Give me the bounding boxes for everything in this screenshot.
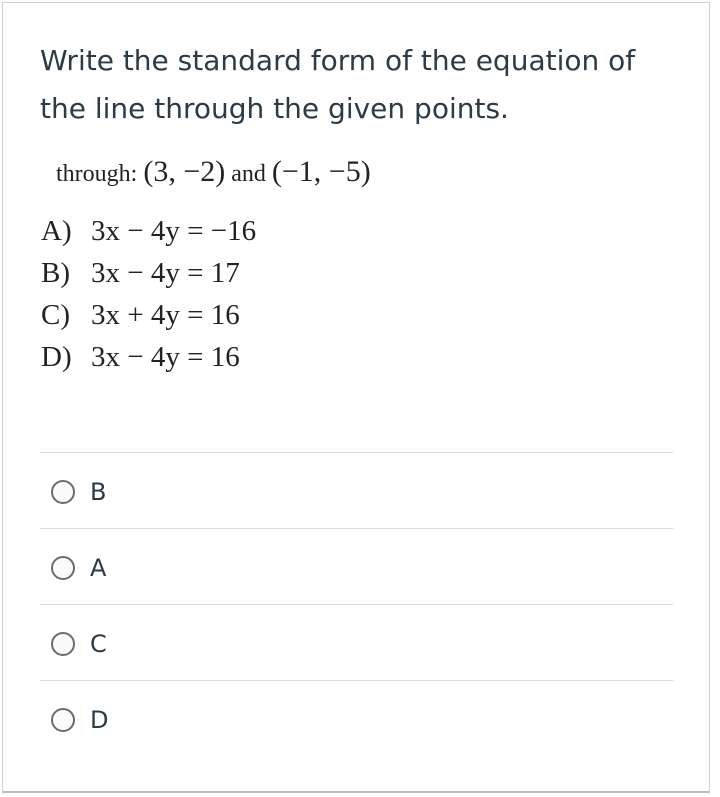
- option-equation: 3x − 4y = 16: [91, 341, 240, 373]
- answer-row-b[interactable]: [40, 452, 673, 528]
- option-letter: B): [41, 257, 70, 289]
- through-label: through:: [56, 161, 138, 187]
- question-text: Write the standard form of the equation of the line through the given points.: [40, 44, 636, 125]
- radio-button[interactable]: [51, 480, 75, 504]
- answer-row-d[interactable]: [40, 680, 673, 756]
- answer-row-c[interactable]: [40, 604, 673, 680]
- answer-label[interactable]: D: [90, 705, 109, 734]
- answer-label[interactable]: B: [90, 477, 107, 506]
- answer-row-a[interactable]: [40, 528, 673, 604]
- option-equation: 3x − 4y = 17: [91, 257, 240, 289]
- option-c: [41, 294, 256, 336]
- radio-button[interactable]: [51, 556, 75, 580]
- question-card: [2, 2, 710, 793]
- answer-label[interactable]: C: [90, 629, 107, 658]
- option-list: [41, 210, 256, 378]
- option-a: [41, 210, 256, 252]
- radio-button[interactable]: [51, 708, 75, 732]
- option-letter: C): [41, 299, 70, 331]
- option-d: [41, 336, 256, 378]
- option-equation: 3x − 4y = −16: [91, 215, 257, 247]
- and-label: and: [231, 161, 266, 187]
- option-equation: 3x + 4y = 16: [91, 299, 240, 331]
- option-b: [41, 252, 256, 294]
- option-letter: A): [41, 215, 72, 247]
- answer-list: [40, 452, 673, 756]
- radio-button[interactable]: [51, 632, 75, 656]
- option-letter: D): [41, 341, 72, 373]
- point-1: (3, −2): [143, 155, 226, 188]
- point-2: (−1, −5): [271, 155, 371, 188]
- answer-label[interactable]: A: [90, 553, 107, 582]
- given-points: [56, 155, 371, 189]
